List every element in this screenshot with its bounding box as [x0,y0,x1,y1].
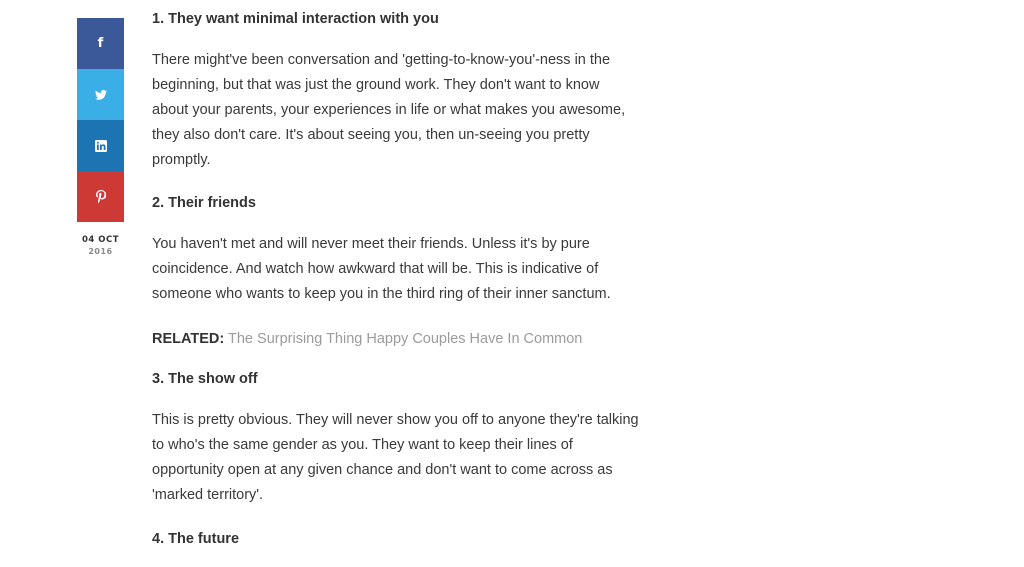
facebook-icon: f [97,36,104,51]
section-heading: 3. The show off [152,371,258,387]
publish-date-day: 04 OCT [81,235,120,245]
related-article-link[interactable]: The Surprising Thing Happy Couples Have In Common [228,331,583,347]
section-paragraph: You haven't met and will never meet their friends. Unless it's by pure coincidence. And watch how awkward that will be. This is indicative of someone who wants to keep you in the third ring of their inner sanctum. [152,236,611,302]
section-heading: 2. Their friends [152,195,256,211]
facebook-share-button[interactable] [77,18,124,69]
section-paragraph: There might've been conversation and 'getting-to-know-you'-ness in the beginning, but that was just the ground work. They don't want to know about your parents, your experiences in life or what makes you awesome, they also don't care. It's about seeing you, then un-seeing you pretty promptly. [152,52,626,168]
related-label: RELATED: [152,331,225,347]
pinterest-icon [96,190,106,203]
related-article [152,327,652,352]
linkedin-icon [95,140,107,152]
share-bar [77,18,124,257]
linkedin-share-button[interactable] [77,120,124,171]
publish-date [77,235,124,257]
section-paragraph: This is pretty obvious. They will never show you off to anyone they're talking to who's the same gender as you. They want to keep their lines of opportunity open at any given chance and don't want to come across as 'marked territory'. [152,412,639,503]
article-body [152,10,652,548]
twitter-share-button[interactable] [77,69,124,120]
publish-date-year: 2016 [88,247,113,256]
pinterest-share-button[interactable] [77,171,124,222]
section-heading: 1. They want minimal interaction with you [152,11,439,27]
twitter-icon [95,90,107,100]
section-heading: 4. The future [152,531,240,547]
